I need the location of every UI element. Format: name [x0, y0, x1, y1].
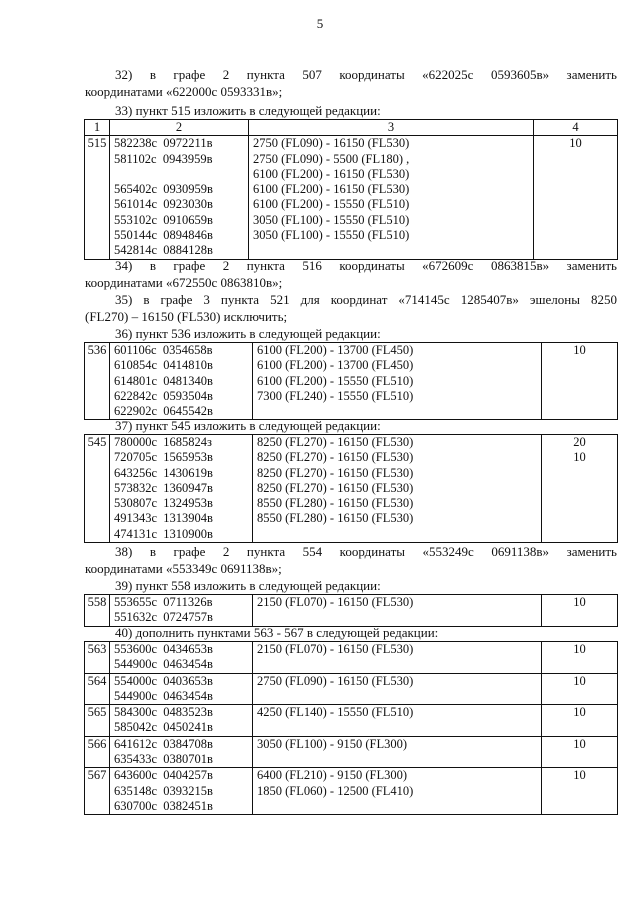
- coordinate: 573832с 1360947в: [114, 480, 213, 495]
- table-row: [85, 435, 618, 543]
- point-number: 563: [85, 642, 110, 674]
- coordinate: 582238с 0972211в: [114, 136, 213, 151]
- item-32-line2: координатами «622000с 0593331в»;: [85, 84, 283, 99]
- table-row: [85, 595, 618, 627]
- coordinate: 585042с 0450241в: [114, 720, 213, 735]
- point-number: 545: [85, 435, 110, 543]
- echelon: 8250 (FL270) - 16150 (FL530): [257, 480, 414, 495]
- echelon: 2750 (FL090) - 5500 (FL180) ,: [253, 151, 410, 166]
- coordinates-cell: [110, 435, 253, 543]
- point-number: 564: [85, 673, 110, 705]
- echelon: 8250 (FL270) - 16150 (FL530): [257, 465, 414, 480]
- echelon: 2150 (FL070) - 16150 (FL530): [257, 642, 414, 656]
- coordinate: 635433с 0380701в: [114, 752, 213, 767]
- echelon: 2750 (FL090) - 16150 (FL530): [253, 136, 410, 151]
- coordinates-cell: [110, 136, 249, 259]
- table-545: [84, 434, 618, 543]
- table-558: [84, 594, 618, 627]
- item-35-line2: (FL270) – 16150 (FL530) исключить;: [85, 309, 288, 324]
- value-cell: 10: [542, 673, 618, 705]
- item-38-line2: координатами «553349с 0691138в»;: [85, 561, 282, 576]
- coordinate: 553102с 0910659в: [114, 212, 213, 227]
- table-row: [85, 343, 618, 420]
- item-32: [85, 66, 617, 100]
- coordinate: 553600с 0434653в: [114, 642, 213, 656]
- coordinate: 630700с 0382451в: [114, 798, 213, 813]
- coordinate: 491343с 1313904в: [114, 511, 213, 526]
- coordinate: 542814с 0884128в: [114, 243, 213, 258]
- echelon: 3050 (FL100) - 9150 (FL300): [257, 736, 407, 751]
- coordinate: 622842с 0593504в: [114, 388, 213, 403]
- item-34-line1: 34) в графе 2 пункта 516 координаты «672609с 0863815в» заменить: [115, 258, 617, 273]
- echelons-cell: [253, 435, 542, 543]
- echelon: 1850 (FL060) - 12500 (FL410): [257, 783, 414, 798]
- coordinates-cell: [110, 705, 253, 737]
- table-row: [85, 736, 618, 768]
- echelon: 8250 (FL270) - 16150 (FL530): [257, 435, 414, 449]
- value-cell: 10: [542, 768, 618, 815]
- coordinate: 780000с 1685824з: [114, 435, 212, 449]
- value-cell: 10: [534, 136, 618, 259]
- value-cell: 10: [542, 595, 618, 627]
- value-cell: 10: [542, 343, 618, 420]
- point-number: 536: [85, 343, 110, 420]
- value: 20: [573, 435, 586, 449]
- point-number: 558: [85, 595, 110, 627]
- coordinate: 635148с 0393215в: [114, 783, 213, 798]
- coordinates-cell: [110, 768, 253, 815]
- echelon: 8250 (FL270) - 16150 (FL530): [257, 450, 414, 465]
- echelons-cell: [253, 673, 542, 705]
- echelon: 6100 (FL200) - 16150 (FL530): [253, 166, 410, 181]
- echelon: 6100 (FL200) - 15550 (FL510): [253, 197, 410, 212]
- echelons-cell: [253, 736, 542, 768]
- echelons-cell: [253, 642, 542, 674]
- item-38-line1: 38) в графе 2 пункта 554 координаты «553249с 0691138в» заменить: [115, 544, 617, 559]
- echelon: 6100 (FL200) - 13700 (FL450): [257, 358, 414, 373]
- value-cell: 10: [542, 642, 618, 674]
- values-cell: [542, 435, 618, 543]
- echelon: 3050 (FL100) - 15550 (FL510): [253, 212, 410, 227]
- item-38: [85, 543, 617, 577]
- table-row: [85, 642, 618, 674]
- col-header-2: 2: [110, 120, 249, 136]
- echelon: 2750 (FL090) - 16150 (FL530): [257, 673, 414, 688]
- coordinate: 581102с 0943959в: [114, 151, 213, 166]
- table-563-567: [84, 641, 618, 815]
- point-number: 566: [85, 736, 110, 768]
- coordinates-cell: [110, 673, 253, 705]
- coordinate: 550144с 0894846в: [114, 228, 213, 243]
- page-number: 5: [316, 16, 324, 31]
- item-33-header: 33) пункт 515 изложить в следующей редакции:: [115, 103, 381, 118]
- echelons-cell: [253, 595, 542, 627]
- item-34: [85, 257, 617, 291]
- echelon: 7300 (FL240) - 15550 (FL510): [257, 388, 414, 403]
- item-35: [85, 291, 617, 325]
- table-row: [85, 136, 618, 259]
- coordinate: 601106с 0354658в: [114, 343, 213, 357]
- coordinate: 551632с 0724757в: [114, 610, 213, 625]
- value-cell: 10: [542, 705, 618, 737]
- table-536: [84, 342, 618, 420]
- echelons-cell: [253, 705, 542, 737]
- item-35-line1: 35) в графе 3 пункта 521 для координат «714145с 1285407в» эшелоны 8250: [115, 292, 617, 307]
- echelons-cell: [249, 136, 534, 259]
- coordinates-cell: [110, 736, 253, 768]
- item-39-header: 39) пункт 558 изложить в следующей редакции:: [115, 578, 381, 593]
- item-37-header: 37) пункт 545 изложить в следующей редакции:: [115, 418, 381, 433]
- echelon: 8550 (FL280) - 16150 (FL530): [257, 511, 414, 526]
- coordinate: 544900с 0463454в: [114, 657, 213, 672]
- echelon: 3050 (FL100) - 15550 (FL510): [253, 228, 410, 243]
- point-number: 567: [85, 768, 110, 815]
- echelon: 6400 (FL210) - 9150 (FL300): [257, 768, 407, 783]
- col-header-4: 4: [534, 120, 618, 136]
- coordinate: 614801с 0481340в: [114, 373, 213, 388]
- value: 10: [573, 450, 586, 465]
- coordinate: 553655с 0711326в: [114, 595, 213, 609]
- item-40-header: 40) дополнить пунктами 563 - 567 в следующей редакции:: [115, 625, 439, 640]
- coordinate: 610854с 0414810в: [114, 358, 213, 373]
- coordinate: 643600с 0404257в: [114, 768, 213, 783]
- echelon: 6100 (FL200) - 16150 (FL530): [253, 182, 410, 197]
- coordinate: 584300с 0483523в: [114, 705, 213, 720]
- item-32-line1: 32) в графе 2 пункта 507 координаты «622025с 0593605в» заменить: [115, 67, 617, 82]
- value-cell: 10: [542, 736, 618, 768]
- echelon: 2150 (FL070) - 16150 (FL530): [257, 595, 414, 609]
- coordinate: 561014с 0923030в: [114, 197, 213, 212]
- coordinate: 544900с 0463454в: [114, 688, 213, 703]
- coordinate: 565402с 0930959в: [114, 182, 213, 197]
- echelon: 4250 (FL140) - 15550 (FL510): [257, 705, 414, 720]
- coordinates-cell: [110, 343, 253, 420]
- point-number: 515: [85, 136, 110, 259]
- coordinate: 641612с 0384708в: [114, 736, 213, 751]
- table-row: [85, 768, 618, 815]
- echelons-cell: [253, 343, 542, 420]
- point-number: 565: [85, 705, 110, 737]
- item-34-line2: координатами «672550с 0863810в»;: [85, 275, 283, 290]
- table-515: [84, 119, 618, 260]
- echelon: 6100 (FL200) - 15550 (FL510): [257, 373, 414, 388]
- coordinate: 622902с 0645542в: [114, 404, 213, 419]
- col-header-3: 3: [249, 120, 534, 136]
- echelon: 6100 (FL200) - 13700 (FL450): [257, 343, 414, 357]
- item-36-header: 36) пункт 536 изложить в следующей редакции:: [115, 326, 381, 341]
- coordinate: 474131с 1310900в: [114, 526, 213, 541]
- table-row: [85, 705, 618, 737]
- col-header-1: 1: [85, 120, 110, 136]
- table-row: [85, 673, 618, 705]
- coordinates-cell: [110, 642, 253, 674]
- coordinate: 530807с 1324953в: [114, 496, 213, 511]
- coordinate: 720705с 1565953в: [114, 450, 213, 465]
- echelon: 8550 (FL280) - 16150 (FL530): [257, 496, 414, 511]
- coordinates-cell: [110, 595, 253, 627]
- table-header-row: [85, 120, 618, 136]
- coordinate: 643256с 1430619в: [114, 465, 213, 480]
- echelons-cell: [253, 768, 542, 815]
- coordinate: 554000с 0403653в: [114, 673, 213, 688]
